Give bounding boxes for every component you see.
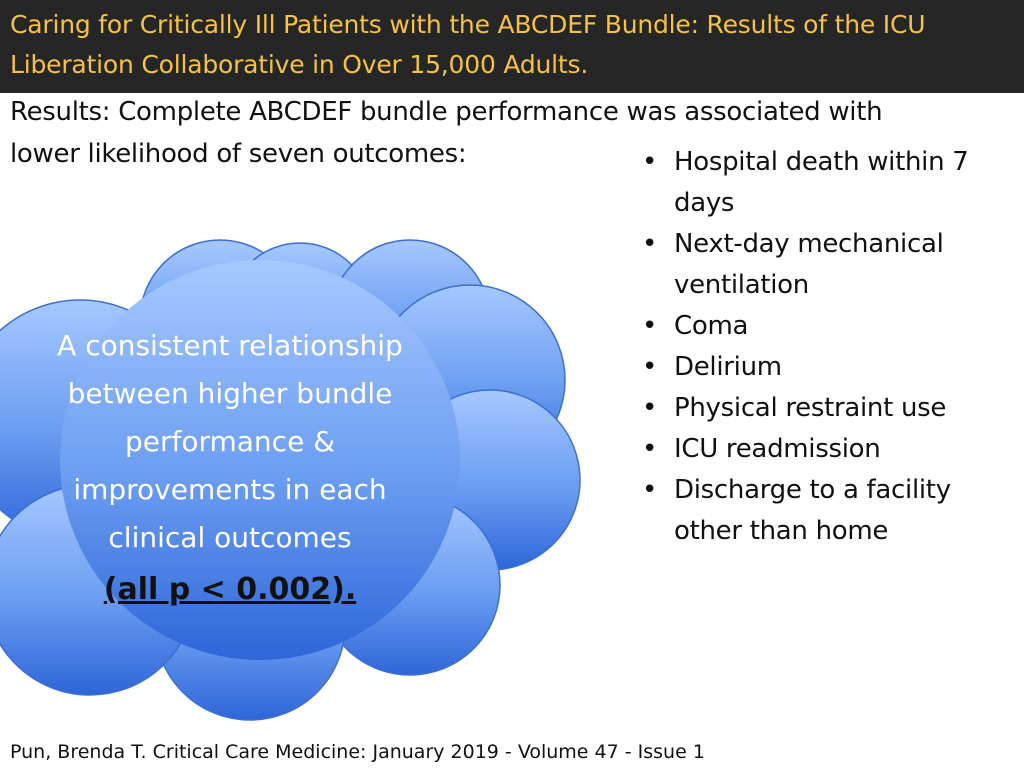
list-item xyxy=(640,470,1010,552)
title-line-2: Liberation Collaborative in Over 15,000 Adults. xyxy=(10,50,589,79)
outcomes-list xyxy=(640,142,1010,552)
title-line-1: Caring for Critically Ill Patients with the ABCDEF Bundle: Results of the ICU xyxy=(10,10,926,39)
bullet-icon: • xyxy=(642,434,658,464)
list-item xyxy=(640,306,1010,347)
outcome-label: Coma xyxy=(674,311,749,341)
p-value-text: (all p < 0.002). xyxy=(103,572,357,607)
list-item xyxy=(640,142,1010,224)
outcome-label: Delirium xyxy=(674,352,782,382)
list-item xyxy=(640,429,1010,470)
bullet-icon: • xyxy=(642,475,658,505)
bullet-icon: • xyxy=(642,352,658,382)
outcome-label: Discharge to a facility other than home xyxy=(674,475,951,546)
outcome-label: Hospital death within 7 days xyxy=(674,147,969,218)
cloud-text xyxy=(20,322,440,618)
bullet-icon: • xyxy=(642,229,658,259)
outcome-label: Physical restraint use xyxy=(674,393,947,423)
list-item xyxy=(640,224,1010,306)
cloud-text-line: A consistent relationship xyxy=(57,329,403,362)
outcome-label: Next-day mechanical ventilation xyxy=(674,229,944,300)
bullet-icon: • xyxy=(642,311,658,341)
citation: Pun, Brenda T. Critical Care Medicine: January 2019 - Volume 47 - Issue 1 xyxy=(10,741,705,763)
cloud-text-line: improvements in each xyxy=(73,473,387,506)
intro-line-1: Results: Complete ABCDEF bundle performance was associated with xyxy=(10,97,883,127)
intro-line-2: lower likelihood of seven outcomes: xyxy=(10,139,467,169)
cloud-text-line: between higher bundle xyxy=(67,377,393,410)
bullet-icon: • xyxy=(642,393,658,423)
cloud-text-line: performance & xyxy=(124,425,336,458)
outcome-label: ICU readmission xyxy=(674,434,881,464)
cloud-text-line: clinical outcomes xyxy=(108,521,352,554)
list-item xyxy=(640,347,1010,388)
list-item xyxy=(640,388,1010,429)
bullet-icon: • xyxy=(642,147,658,177)
